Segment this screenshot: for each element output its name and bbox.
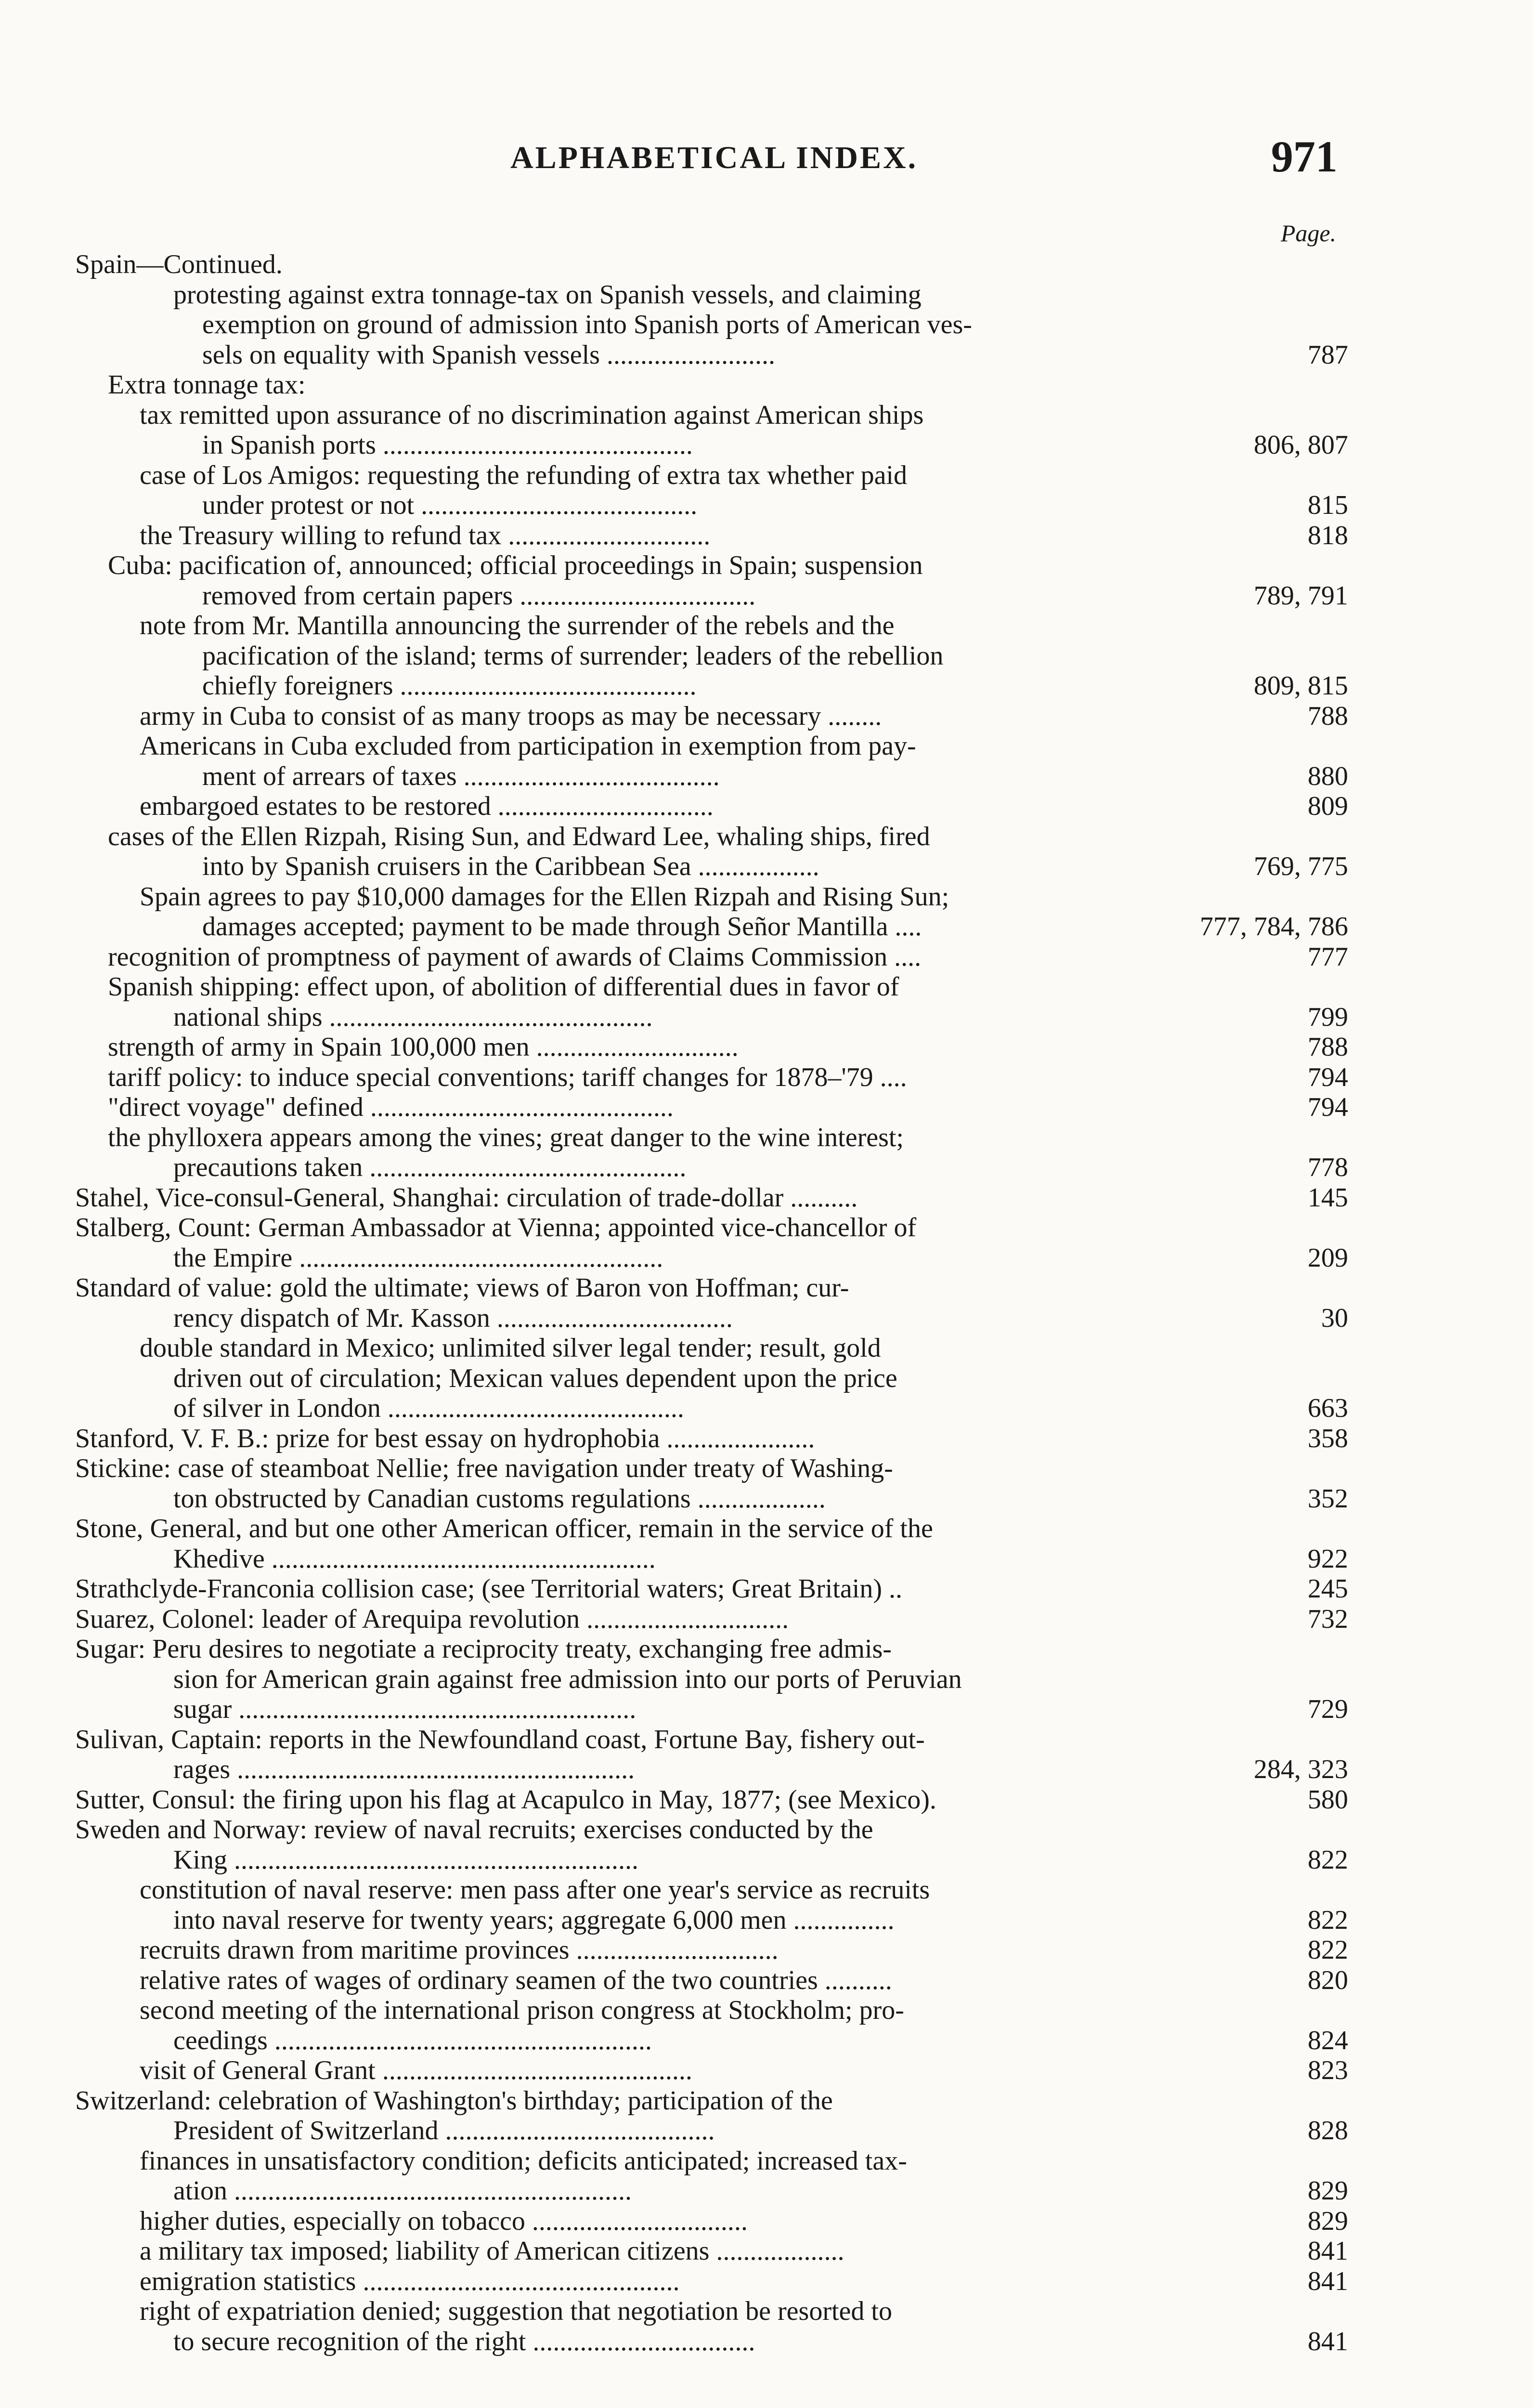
index-line-page-ref: 841 xyxy=(1308,2326,1348,2356)
index-line-text: national ships ................................................ xyxy=(173,1002,653,1032)
index-line-text: the phylloxera appears among the vines; great danger to the wine interest; xyxy=(108,1122,904,1152)
index-line-text: Spanish shipping: effect upon, of abolition of differential dues in favor of xyxy=(108,972,899,1002)
index-line-text: damages accepted; payment to be made through Señor Mantilla .... xyxy=(202,912,922,942)
index-line-page-ref: 769, 775 xyxy=(1254,851,1348,881)
index-line xyxy=(0,1243,1533,1273)
index-line xyxy=(0,2266,1533,2297)
index-line-text: Stahel, Vice-consul-General, Shanghai: circulation of trade-dollar .......... xyxy=(75,1182,858,1213)
index-line-text: cases of the Ellen Rizpah, Rising Sun, and Edward Lee, whaling ships, fired xyxy=(108,821,930,851)
index-line-page-ref: 778 xyxy=(1308,1152,1348,1182)
index-line xyxy=(0,1363,1533,1394)
index-line xyxy=(0,1424,1533,1454)
index-line-text: embargoed estates to be restored ................................ xyxy=(140,791,714,821)
index-line-text: the Empire ...................................................... xyxy=(173,1243,663,1273)
index-line-text: the Treasury willing to refund tax .............................. xyxy=(140,520,711,550)
index-line xyxy=(0,460,1533,491)
index-line xyxy=(0,1303,1533,1334)
index-line-page-ref: 841 xyxy=(1308,2266,1348,2296)
index-line-text: President of Switzerland ........................................ xyxy=(173,2116,715,2146)
index-line-page-ref: 820 xyxy=(1308,1965,1348,1995)
index-line xyxy=(0,1544,1533,1574)
index-line xyxy=(0,249,1533,280)
index-line xyxy=(0,1213,1533,1243)
index-line-text: ation ........................................................... xyxy=(173,2176,632,2206)
index-line-text: Khedive ......................................................... xyxy=(173,1544,656,1574)
index-line-text: sels on equality with Spanish vessels ......................... xyxy=(202,340,775,370)
index-line xyxy=(0,791,1533,822)
index-line-text: recruits drawn from maritime provinces .............................. xyxy=(140,1935,779,1965)
index-line-text: into by Spanish cruisers in the Caribbean Sea .................. xyxy=(202,851,819,881)
index-line-text: Stanford, V. F. B.: prize for best essay on hydrophobia ...................... xyxy=(75,1423,815,1453)
index-line-page-ref: 828 xyxy=(1308,2116,1348,2146)
index-line-text: pacification of the island; terms of surrender; leaders of the rebellion xyxy=(202,641,944,671)
index-line-text: emigration statistics ............................................... xyxy=(140,2266,680,2296)
index-line-page-ref: 794 xyxy=(1308,1062,1348,1092)
index-line xyxy=(0,1514,1533,1544)
index-line-page-ref: 922 xyxy=(1308,1544,1348,1574)
page-header xyxy=(0,132,1533,188)
index-line-page-ref: 729 xyxy=(1308,1694,1348,1724)
index-line-page-ref: 663 xyxy=(1308,1393,1348,1423)
index-line xyxy=(0,2026,1533,2056)
index-line-page-ref: 809 xyxy=(1308,791,1348,821)
running-title: ALPHABETICAL INDEX. xyxy=(510,140,918,175)
index-line xyxy=(0,400,1533,431)
index-line xyxy=(0,731,1533,761)
index-line-text: Extra tonnage tax: xyxy=(108,370,306,400)
index-line-text: protesting against extra tonnage-tax on Spanish vessels, and claiming xyxy=(173,279,922,310)
index-line xyxy=(0,1965,1533,1996)
index-line-text: into naval reserve for twenty years; aggregate 6,000 men ............... xyxy=(173,1905,895,1935)
index-line-page-ref: 30 xyxy=(1321,1303,1348,1333)
index-line-page-ref: 841 xyxy=(1308,2236,1348,2266)
index-line xyxy=(0,310,1533,340)
index-line-page-ref: 352 xyxy=(1308,1483,1348,1514)
index-line xyxy=(0,882,1533,912)
index-line-text: in Spanish ports .............................................. xyxy=(202,430,693,460)
index-line-text: finances in unsatisfactory condition; deficits anticipated; increased tax- xyxy=(140,2146,907,2176)
index-line xyxy=(0,490,1533,521)
index-line-page-ref: 880 xyxy=(1308,761,1348,791)
index-line xyxy=(0,1393,1533,1424)
index-line xyxy=(0,1634,1533,1664)
index-line xyxy=(0,1032,1533,1062)
index-line xyxy=(0,942,1533,972)
index-line-page-ref: 789, 791 xyxy=(1254,580,1348,611)
index-line xyxy=(0,1604,1533,1635)
index-line-page-ref: 818 xyxy=(1308,520,1348,550)
index-line xyxy=(0,280,1533,310)
index-line-page-ref: 732 xyxy=(1308,1604,1348,1634)
index-line-text: under protest or not ......................................... xyxy=(202,490,698,520)
index-line xyxy=(0,1875,1533,1905)
index-line-text: sion for American grain against free admission into our ports of Peruvian xyxy=(173,1664,962,1694)
index-line-text: removed from certain papers ................................... xyxy=(202,580,756,611)
index-line-text: strength of army in Spain 100,000 men .............................. xyxy=(108,1032,739,1062)
index-line xyxy=(0,1694,1533,1725)
index-line xyxy=(0,1815,1533,1845)
index-line-text: precautions taken ............................................... xyxy=(173,1152,687,1182)
index-line xyxy=(0,2055,1533,2086)
index-line-text: King ............................................................ xyxy=(173,1845,638,1875)
index-line xyxy=(0,2206,1533,2237)
index-entries xyxy=(0,249,1533,2356)
index-line-text: ceedings ........................................................ xyxy=(173,2025,652,2055)
index-line xyxy=(0,1092,1533,1123)
index-line-text: visit of General Grant .............................................. xyxy=(140,2055,692,2085)
index-line xyxy=(0,1453,1533,1484)
index-line xyxy=(0,1002,1533,1033)
index-line xyxy=(0,851,1533,882)
index-line xyxy=(0,340,1533,370)
index-line-text: Sutter, Consul: the firing upon his flag at Acapulco in May, 1877; (see Mexico). xyxy=(75,1784,936,1815)
index-line-text: right of expatriation denied; suggestion that negotiation be resorted to xyxy=(140,2296,892,2326)
index-line xyxy=(0,1123,1533,1153)
index-line xyxy=(0,2086,1533,2116)
index-line-text: rency dispatch of Mr. Kasson ................................... xyxy=(173,1303,733,1333)
index-line-text: rages ........................................................... xyxy=(173,1754,635,1784)
index-line-text: Stalberg, Count: German Ambassador at Vienna; appointed vice-chancellor of xyxy=(75,1213,917,1243)
index-line-text: ment of arrears of taxes ...................................... xyxy=(202,761,720,791)
index-line-page-ref: 777, 784, 786 xyxy=(1200,912,1348,942)
index-line xyxy=(0,1905,1533,1936)
index-line-text: Switzerland: celebration of Washington's birthday; participation of the xyxy=(75,2085,833,2116)
index-line-text: a military tax imposed; liability of American citizens ................... xyxy=(140,2236,844,2266)
index-line-text: exemption on ground of admission into Spanish ports of American ves- xyxy=(202,310,972,340)
index-line-text: Stone, General, and but one other American officer, remain in the service of the xyxy=(75,1514,933,1544)
index-line-text: ton obstructed by Canadian customs regulations ................... xyxy=(173,1483,826,1514)
index-line-page-ref: 245 xyxy=(1308,1574,1348,1604)
index-line xyxy=(0,1754,1533,1785)
index-line xyxy=(0,972,1533,1002)
index-line-text: "direct voyage" defined ............................................. xyxy=(108,1092,674,1122)
index-line-text: Sugar: Peru desires to negotiate a reciprocity treaty, exchanging free admis- xyxy=(75,1634,892,1664)
index-line-text: Sweden and Norway: review of naval recruits; exercises conducted by the xyxy=(75,1815,873,1845)
index-line-page-ref: 829 xyxy=(1308,2206,1348,2236)
index-line xyxy=(0,521,1533,551)
index-line-text: tariff policy: to induce special conventions; tariff changes for 1878–'79 .... xyxy=(108,1062,907,1092)
index-line xyxy=(0,671,1533,701)
index-line xyxy=(0,1152,1533,1183)
index-line-text: Cuba: pacification of, announced; official proceedings in Spain; suspension xyxy=(108,550,923,580)
index-line xyxy=(0,430,1533,460)
index-line-page-ref: 822 xyxy=(1308,1935,1348,1965)
index-line xyxy=(0,1183,1533,1213)
index-line xyxy=(0,1273,1533,1303)
index-line-text: Sulivan, Captain: reports in the Newfoundland coast, Fortune Bay, fishery out- xyxy=(75,1724,925,1754)
index-line-page-ref: 806, 807 xyxy=(1254,430,1348,460)
index-line xyxy=(0,1725,1533,1755)
index-line-text: tax remitted upon assurance of no discrimination against American ships xyxy=(140,400,924,430)
index-line xyxy=(0,701,1533,732)
index-line-text: Suarez, Colonel: leader of Arequipa revolution .............................. xyxy=(75,1604,789,1634)
index-line-page-ref: 209 xyxy=(1308,1243,1348,1273)
index-line xyxy=(0,1484,1533,1514)
index-line-page-ref: 284, 323 xyxy=(1254,1754,1348,1784)
index-line-text: second meeting of the international prison congress at Stockholm; pro- xyxy=(140,1995,904,2025)
index-line xyxy=(0,1785,1533,1815)
index-line-text: Stickine: case of steamboat Nellie; free navigation under treaty of Washing- xyxy=(75,1453,893,1483)
index-line-page-ref: 823 xyxy=(1308,2055,1348,2085)
index-line-text: to secure recognition of the right ................................. xyxy=(173,2326,755,2356)
index-line-text: case of Los Amigos: requesting the refunding of extra tax whether paid xyxy=(140,460,907,490)
index-line-text: Strathclyde-Franconia collision case; (see Territorial waters; Great Britain) .. xyxy=(75,1574,902,1604)
index-line-page-ref: 822 xyxy=(1308,1905,1348,1935)
index-line xyxy=(0,1574,1533,1604)
index-line xyxy=(0,912,1533,942)
index-line xyxy=(0,2296,1533,2327)
index-line xyxy=(0,2146,1533,2176)
index-line-page-ref: 815 xyxy=(1308,490,1348,520)
index-line xyxy=(0,611,1533,641)
index-line xyxy=(0,581,1533,611)
index-line xyxy=(0,2176,1533,2206)
index-line xyxy=(0,1845,1533,1875)
index-line-page-ref: 580 xyxy=(1308,1784,1348,1815)
index-line xyxy=(0,370,1533,400)
index-line-page-ref: 822 xyxy=(1308,1845,1348,1875)
index-line-text: higher duties, especially on tobacco ................................ xyxy=(140,2206,748,2236)
index-line-page-ref: 145 xyxy=(1308,1182,1348,1213)
index-line-text: relative rates of wages of ordinary seamen of the two countries .......... xyxy=(140,1965,892,1995)
index-line xyxy=(0,1062,1533,1093)
index-line-page-ref: 777 xyxy=(1308,942,1348,972)
index-line-text: Americans in Cuba excluded from participation in exemption from pay- xyxy=(140,731,916,761)
index-line-text: of silver in London ............................................ xyxy=(173,1393,684,1423)
index-line-text: double standard in Mexico; unlimited silver legal tender; result, gold xyxy=(140,1333,881,1363)
index-line xyxy=(0,2236,1533,2266)
index-line xyxy=(0,641,1533,671)
index-line-page-ref: 787 xyxy=(1308,340,1348,370)
index-line xyxy=(0,1333,1533,1363)
index-line-page-ref: 788 xyxy=(1308,1032,1348,1062)
index-line-page-ref: 358 xyxy=(1308,1423,1348,1453)
index-line xyxy=(0,550,1533,581)
index-line-text: sugar ........................................................... xyxy=(173,1694,637,1724)
index-line-text: note from Mr. Mantilla announcing the surrender of the rebels and the xyxy=(140,611,895,641)
index-line xyxy=(0,1935,1533,1965)
index-line-page-ref: 788 xyxy=(1308,701,1348,731)
index-line-page-ref: 824 xyxy=(1308,2025,1348,2055)
index-line-text: Standard of value: gold the ultimate; views of Baron von Hoffman; cur- xyxy=(75,1273,849,1303)
index-line xyxy=(0,1995,1533,2026)
index-line-text: Spain—Continued. xyxy=(75,249,283,279)
index-line xyxy=(0,761,1533,792)
page-number: 971 xyxy=(1271,132,1338,181)
index-line-text: driven out of circulation; Mexican values dependent upon the price xyxy=(173,1363,897,1393)
index-line xyxy=(0,822,1533,852)
index-line-text: recognition of promptness of payment of awards of Claims Commission .... xyxy=(108,942,922,972)
index-line-page-ref: 809, 815 xyxy=(1254,671,1348,701)
index-line-text: Spain agrees to pay $10,000 damages for the Ellen Rizpah and Rising Sun; xyxy=(140,881,949,912)
index-line-page-ref: 829 xyxy=(1308,2176,1348,2206)
index-line xyxy=(0,1664,1533,1695)
index-line xyxy=(0,2327,1533,2357)
index-line-page-ref: 794 xyxy=(1308,1092,1348,1122)
index-line-text: chiefly foreigners ............................................ xyxy=(202,671,697,701)
index-line xyxy=(0,2116,1533,2146)
index-line-text: constitution of naval reserve: men pass after one year's service as recruits xyxy=(140,1875,930,1905)
page-column-label: Page. xyxy=(1281,220,1337,247)
index-line-text: army in Cuba to consist of as many troops as may be necessary ........ xyxy=(140,701,882,731)
index-line-page-ref: 799 xyxy=(1308,1002,1348,1032)
